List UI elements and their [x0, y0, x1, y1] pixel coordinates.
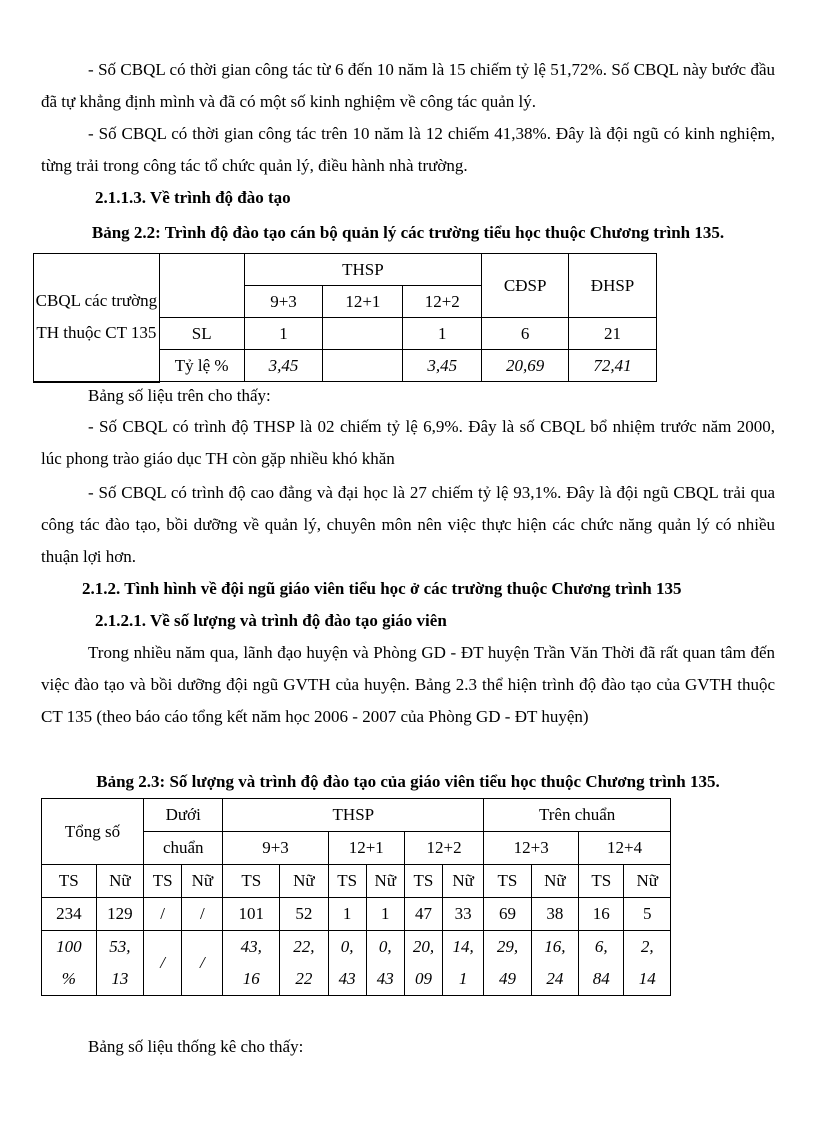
pct-cell: /	[182, 931, 223, 996]
table-caption-2-2: Bảng 2.2: Trình độ đào tạo cán bộ quản lý các trường tiểu học thuộc Chương trình 135.	[91, 223, 725, 242]
sub-header-12-1: 12+1	[323, 286, 403, 318]
sub-header-9-3: 9+3	[244, 286, 323, 318]
ts-header: TS	[42, 865, 97, 898]
table-caption-2-3: Bảng 2.3: Số lượng và trình độ đào tạo của giáo viên tiểu học thuộc Chương trình 135.	[96, 772, 720, 791]
table-cell: 1	[403, 318, 482, 350]
table-cell: 52	[280, 898, 328, 931]
pct-cell: 22, 22	[280, 931, 328, 996]
pct-cell: 16, 24	[531, 931, 578, 996]
pct-cell: 0, 43	[366, 931, 404, 996]
table-cell	[323, 318, 403, 350]
nu-header: Nữ	[624, 865, 671, 898]
ts-header: TS	[328, 865, 366, 898]
paragraph-statistics-summary: Bảng số liệu thống kê cho thấy:	[88, 1037, 304, 1056]
pct-cell: /	[144, 931, 182, 996]
table-cell: 69	[484, 898, 531, 931]
ts-header: TS	[579, 865, 624, 898]
table-cell: /	[182, 898, 223, 931]
nu-header: Nữ	[366, 865, 404, 898]
group-header-12-4: 12+4	[579, 832, 671, 865]
nu-header: Nữ	[443, 865, 484, 898]
nu-header: Nữ	[96, 865, 143, 898]
table-cell	[323, 350, 403, 382]
pct-cell: 6, 84	[579, 931, 624, 996]
paragraph-cbql-6-10-years: - Số CBQL có thời gian công tác từ 6 đến 10 năm là 15 chiếm tỷ lệ 51,72%. Số CBQL này bước đầu đã tự khẳng định mình và đã có một số kinh nghiệm về công tác quản lý.	[41, 60, 775, 111]
paragraph-gvth: Trong nhiều năm qua, lãnh đạo huyện và Phòng GD - ĐT huyện Trần Văn Thời đã rất quan tâm đến việc đào tạo và bồi dưỡng đội ngũ GVTH của huyện. Bảng 2.3 thể hiện trình độ đào tạo của GVTH thuộc CT 135 (theo báo cáo tổng kết năm học 2006 - 2007 của Phòng GD - ĐT huyện)	[41, 643, 775, 726]
ts-header: TS	[223, 865, 280, 898]
table-cell: 1	[244, 318, 323, 350]
thsp-header: THSP	[223, 799, 484, 832]
row-label-cell: CBQL các trường TH thuộc CT 135	[34, 254, 160, 382]
sub-header-12-2: 12+2	[403, 286, 482, 318]
empty-header-cell	[159, 254, 244, 318]
table-cell: 6	[482, 318, 569, 350]
table-cell: 33	[443, 898, 484, 931]
section-heading-212: 2.1.2. Tình hình về đội ngũ giáo viên tiểu học ở các trường thuộc Chương trình 135	[82, 579, 682, 598]
pct-cell: 2, 14	[624, 931, 671, 996]
table-cell: 101	[223, 898, 280, 931]
pct-cell: 43, 16	[223, 931, 280, 996]
table-cell: 16	[579, 898, 624, 931]
ts-header: TS	[404, 865, 442, 898]
table-cell: 3,45	[244, 350, 323, 382]
below-standard-header: Dưới	[144, 799, 223, 832]
table-cell: 47	[404, 898, 442, 931]
table-cell: 20,69	[482, 350, 569, 382]
paragraph-cd-dh: - Số CBQL có trình độ cao đẳng và đại học là 27 chiếm tỷ lệ 93,1%. Đây là đội ngũ CBQL trải qua công tác đào tạo, bồi dưỡng về quản lý, chuyên môn nên việc thực hiện các chức năng quản lý có nhiều thuận lợi hơn.	[41, 483, 775, 566]
table-cell: /	[144, 898, 182, 931]
nu-header: Nữ	[531, 865, 578, 898]
paragraph-table-summary: Bảng số liệu trên cho thấy:	[88, 386, 271, 405]
sl-label: SL	[159, 318, 244, 350]
group-header-9-3: 9+3	[223, 832, 328, 865]
pct-cell: 53, 13	[96, 931, 143, 996]
table-cell: 1	[366, 898, 404, 931]
dhsp-header: ĐHSP	[569, 254, 657, 318]
group-header-12-3: 12+3	[484, 832, 579, 865]
group-header-12-1: 12+1	[328, 832, 404, 865]
table-cell: 21	[569, 318, 657, 350]
table-cell: 234	[42, 898, 97, 931]
ts-header: TS	[484, 865, 531, 898]
tyle-label: Tỷ lệ %	[159, 350, 244, 382]
section-heading-2121: 2.1.2.1. Về số lượng và trình độ đào tạo giáo viên	[95, 611, 447, 630]
above-standard-header: Trên chuẩn	[484, 799, 671, 832]
pct-cell: 20, 09	[404, 931, 442, 996]
table-cbql-training	[33, 253, 657, 383]
nu-header: Nữ	[182, 865, 223, 898]
table-cell: 1	[328, 898, 366, 931]
thsp-header: THSP	[244, 254, 482, 286]
below-standard-header-2: chuẩn	[144, 832, 223, 865]
pct-cell: 0, 43	[328, 931, 366, 996]
paragraph-thsp: - Số CBQL có trình độ THSP là 02 chiếm tỷ lệ 6,9%. Đây là số CBQL bổ nhiệm trước năm 2000, lúc phong trào giáo dục TH còn gặp nhiều khó khăn	[41, 417, 775, 468]
group-header-12-2: 12+2	[404, 832, 483, 865]
total-header: Tổng số	[42, 799, 144, 865]
pct-cell: 29, 49	[484, 931, 531, 996]
table-cell: 5	[624, 898, 671, 931]
table-cell: 72,41	[569, 350, 657, 382]
table-gvth-training	[41, 798, 671, 996]
table-cell: 38	[531, 898, 578, 931]
pct-cell: 14, 1	[443, 931, 484, 996]
cdsp-header: CĐSP	[482, 254, 569, 318]
section-heading-2113: 2.1.1.3. Về trình độ đào tạo	[95, 188, 291, 207]
ts-header: TS	[144, 865, 182, 898]
table-cell: 3,45	[403, 350, 482, 382]
nu-header: Nữ	[280, 865, 328, 898]
pct-cell: 100 %	[42, 931, 97, 996]
paragraph-cbql-over-10-years: - Số CBQL có thời gian công tác trên 10 năm là 12 chiếm 41,38%. Đây là đội ngũ có kinh nghiệm, từng trải trong công tác tổ chức quản lý, điều hành nhà trường.	[41, 124, 775, 175]
table-cell: 129	[96, 898, 143, 931]
